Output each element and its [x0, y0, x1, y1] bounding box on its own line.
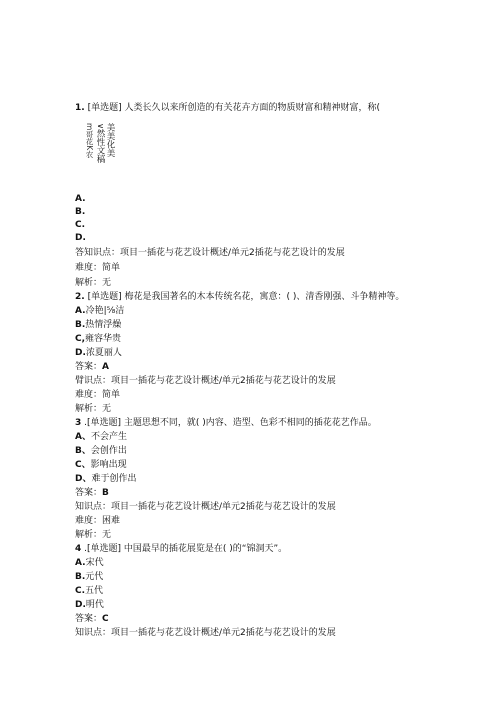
q4-option-a	[75, 557, 104, 569]
q1-tag: [单选题]	[87, 103, 122, 113]
q2-option-a	[75, 305, 124, 317]
q3-option-c-letter: C、	[75, 460, 91, 470]
q4-option-b	[75, 571, 103, 583]
q1-option-b: B.	[75, 207, 86, 217]
q4-stem: 中国最早的插花展览是在( )的“锦洞天”。	[123, 544, 288, 554]
q1-stem-line	[75, 102, 380, 114]
q3-option-c	[75, 459, 127, 471]
q1-vertical-col-3: m哥花K农	[85, 123, 94, 158]
q2-answer	[75, 361, 109, 373]
q3-tag: .[单选题]	[84, 418, 122, 428]
q3-option-a-letter: A、	[75, 432, 91, 442]
q1-analysis: 解析：无	[75, 278, 112, 288]
q1-knowledge: 答知识点：项目一插花与花艺设计概述/单元2插花与花艺设计的发展	[75, 248, 345, 258]
q3-option-d	[75, 473, 137, 485]
q2-number: 2.	[75, 292, 85, 302]
q3-answer-value: B	[102, 488, 109, 498]
q4-option-d-letter: D.	[75, 600, 86, 610]
q3-option-b-letter: B、	[75, 446, 91, 456]
q4-option-c-text: 五代	[85, 586, 104, 596]
q1-vertical-col-1: 美美化美	[105, 123, 115, 157]
q2-analysis: 解析：无	[75, 404, 112, 414]
q1-difficulty: 难度：简单	[75, 263, 121, 273]
q3-option-d-text: 难于创作出	[91, 474, 137, 484]
q2-stem-line	[75, 291, 404, 303]
q1-option-a: A.	[75, 194, 86, 204]
q4-option-d-text: 明代	[85, 600, 104, 610]
q4-knowledge: 知识点：项目一插花与花艺设计概述/单元2插花与花艺设计的发展	[75, 628, 336, 638]
q4-stem-line	[75, 543, 287, 555]
q3-stem: 主题思想不同，就( )内容、造型、色彩不相同的插花花艺作品。	[123, 418, 377, 428]
q3-option-b	[75, 445, 127, 457]
q4-tag: .[单选题]	[84, 544, 122, 554]
q1-vertical-col-2: ∨然性文稿	[95, 123, 105, 164]
q4-number: 4	[75, 544, 82, 554]
q2-answer-value: A	[102, 362, 109, 372]
q3-difficulty: 难度：困难	[75, 516, 121, 526]
q4-option-d	[75, 599, 104, 611]
q3-number: 3	[75, 418, 82, 428]
q3-option-c-text: 影响出现	[90, 460, 127, 470]
q3-analysis: 解析：无	[75, 530, 112, 540]
q1-number: 1.	[75, 103, 85, 113]
q3-option-b-text: 会创作出	[90, 446, 127, 456]
q3-option-d-letter: D、	[75, 474, 92, 484]
q3-option-a-text: 不会产生	[90, 432, 127, 442]
q2-option-a-letter: A.	[75, 306, 86, 316]
q2-option-a-text: 冷艳|⅝洁	[85, 306, 125, 316]
q1-option-d: D.	[75, 233, 86, 243]
q2-stem: 梅花是我国著名的木本传统名花，寓意：( )、清香刚强、斗争精神等。	[124, 292, 405, 302]
q2-difficulty: 难度：简单	[75, 390, 121, 400]
q3-answer	[75, 487, 109, 499]
q2-option-d	[75, 347, 122, 359]
q4-option-a-text: 宋代	[85, 558, 104, 568]
q2-option-c-text: 雍容华贵	[85, 334, 122, 344]
q4-option-b-text: 元代	[85, 572, 104, 582]
q1-stem: 人类长久以来所创造的有关花卉方面的物质财富和精神财富，称(	[124, 103, 380, 113]
q2-option-d-letter: D.	[75, 348, 86, 358]
q4-answer	[75, 613, 109, 625]
q2-option-b-letter: B.	[75, 320, 86, 330]
q3-knowledge: 知识点：项目一插花与花艺设计概述/单元2插花与花艺设计的发展	[75, 502, 336, 512]
q2-option-b	[75, 319, 121, 331]
q4-option-b-letter: B.	[75, 572, 86, 582]
q2-tag: [单选题]	[87, 292, 122, 302]
q4-answer-label: 答案：	[75, 614, 103, 624]
q4-option-c-letter: C.	[75, 586, 86, 596]
q2-knowledge: 臂识点：项目一插花与花艺设计概述/单元2插花与花艺设计的发展	[75, 376, 336, 386]
q4-option-a-letter: A.	[75, 558, 86, 568]
q3-stem-line	[75, 417, 377, 429]
q2-option-c-letter: C,	[75, 334, 86, 344]
q1-option-c: C.	[75, 220, 86, 230]
q2-option-b-text: 热情浮燥	[85, 320, 122, 330]
q2-option-c	[75, 333, 121, 345]
q4-answer-value: C	[102, 614, 109, 624]
q2-option-d-text: 浓夏丽人	[85, 348, 122, 358]
q3-answer-label: 答案：	[75, 488, 103, 498]
q4-option-c	[75, 585, 103, 597]
q2-answer-label: 答案：	[75, 362, 103, 372]
q3-option-a	[75, 431, 127, 443]
